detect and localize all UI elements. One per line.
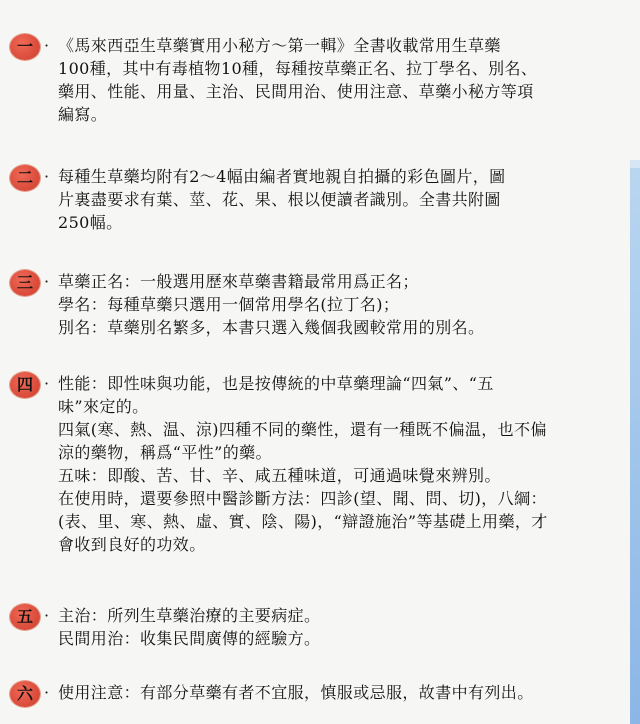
text-line: 四氣(寒、熱、温、涼)四種不同的藥性，還有一種既不偏温，也不偏	[58, 420, 547, 439]
text-line: 別名：草藥別名繁多，本書只選入幾個我國較常用的別名。	[58, 318, 485, 337]
section-number: 四	[16, 375, 33, 394]
bullet-dot: ·	[44, 606, 50, 625]
text-line: 性能：即性味與功能，也是按傳統的中草藥理論“四氣”、“五	[58, 374, 494, 393]
section-text	[58, 34, 640, 126]
text-line: 片裏盡要求有葉、莖、花、果、根以便讀者識別。全書共附圖	[58, 190, 501, 209]
text-line: 編寫。	[58, 105, 108, 124]
section-text	[58, 270, 640, 339]
text-line: 草藥正名：一般選用歷來草藥書籍最常用爲正名；	[58, 272, 419, 291]
section-number: 二	[16, 168, 33, 187]
text-line: (表、里、寒、熱、虛、實、陰、陽)，“辯證施治”等基礎上用藥，才	[58, 512, 548, 531]
section-text	[58, 165, 640, 234]
bullet-dot: ·	[44, 272, 50, 291]
section-number-badge	[10, 34, 40, 60]
text-line: 藥用、性能、用量、主治、民間用治、使用注意、草藥小秘方等項	[58, 82, 534, 101]
section-number: 五	[16, 607, 33, 626]
bullet-dot: ·	[44, 36, 50, 55]
section-number-badge	[10, 270, 40, 296]
text-line: 主治：所列生草藥治療的主要病症。	[58, 606, 321, 625]
text-line: 會收到良好的功效。	[58, 535, 206, 554]
bullet-dot: ·	[44, 167, 50, 186]
section-number-badge	[10, 681, 40, 707]
section-number-badge	[10, 372, 40, 398]
text-line: 在使用時，還要參照中醫診斷方法：四診(望、聞、問、切)，八綱：	[58, 489, 547, 508]
text-line: 民間用治：收集民間廣傳的經驗方。	[58, 629, 321, 648]
section-text	[58, 681, 640, 704]
text-line: 涼的藥物，稱爲“平性”的藥。	[58, 443, 272, 462]
text-line: 五味：即酸、苦、甘、辛、咸五種味道，可通過味覺來辨別。	[58, 466, 501, 485]
section-text	[58, 604, 640, 650]
bullet-dot: ·	[44, 683, 50, 702]
text-line: 學名：每種草藥只選用一個常用學名(拉丁名)；	[58, 295, 400, 314]
text-line: 《馬來西亞生草藥實用小秘方～第一輯》全書收載常用生草藥	[58, 36, 501, 55]
section-number-badge	[10, 604, 40, 630]
text-line: 100種，其中有毒植物10種，每種按草藥正名、拉丁學名、別名、	[58, 59, 538, 78]
bullet-dot: ·	[44, 374, 50, 393]
section-number: 六	[16, 684, 33, 703]
text-line: 味”來定的。	[58, 397, 149, 416]
section-number: 三	[16, 273, 33, 292]
section-number-badge	[10, 165, 40, 191]
text-line: 250幅。	[58, 213, 123, 232]
text-line: 使用注意：有部分草藥有者不宜服，慎服或忌服，故書中有列出。	[58, 683, 534, 702]
section-text	[58, 372, 640, 556]
text-line: 每種生草藥均附有2～4幅由編者實地親自拍攝的彩色圖片，圖	[58, 167, 506, 186]
section-number: 一	[16, 37, 33, 56]
